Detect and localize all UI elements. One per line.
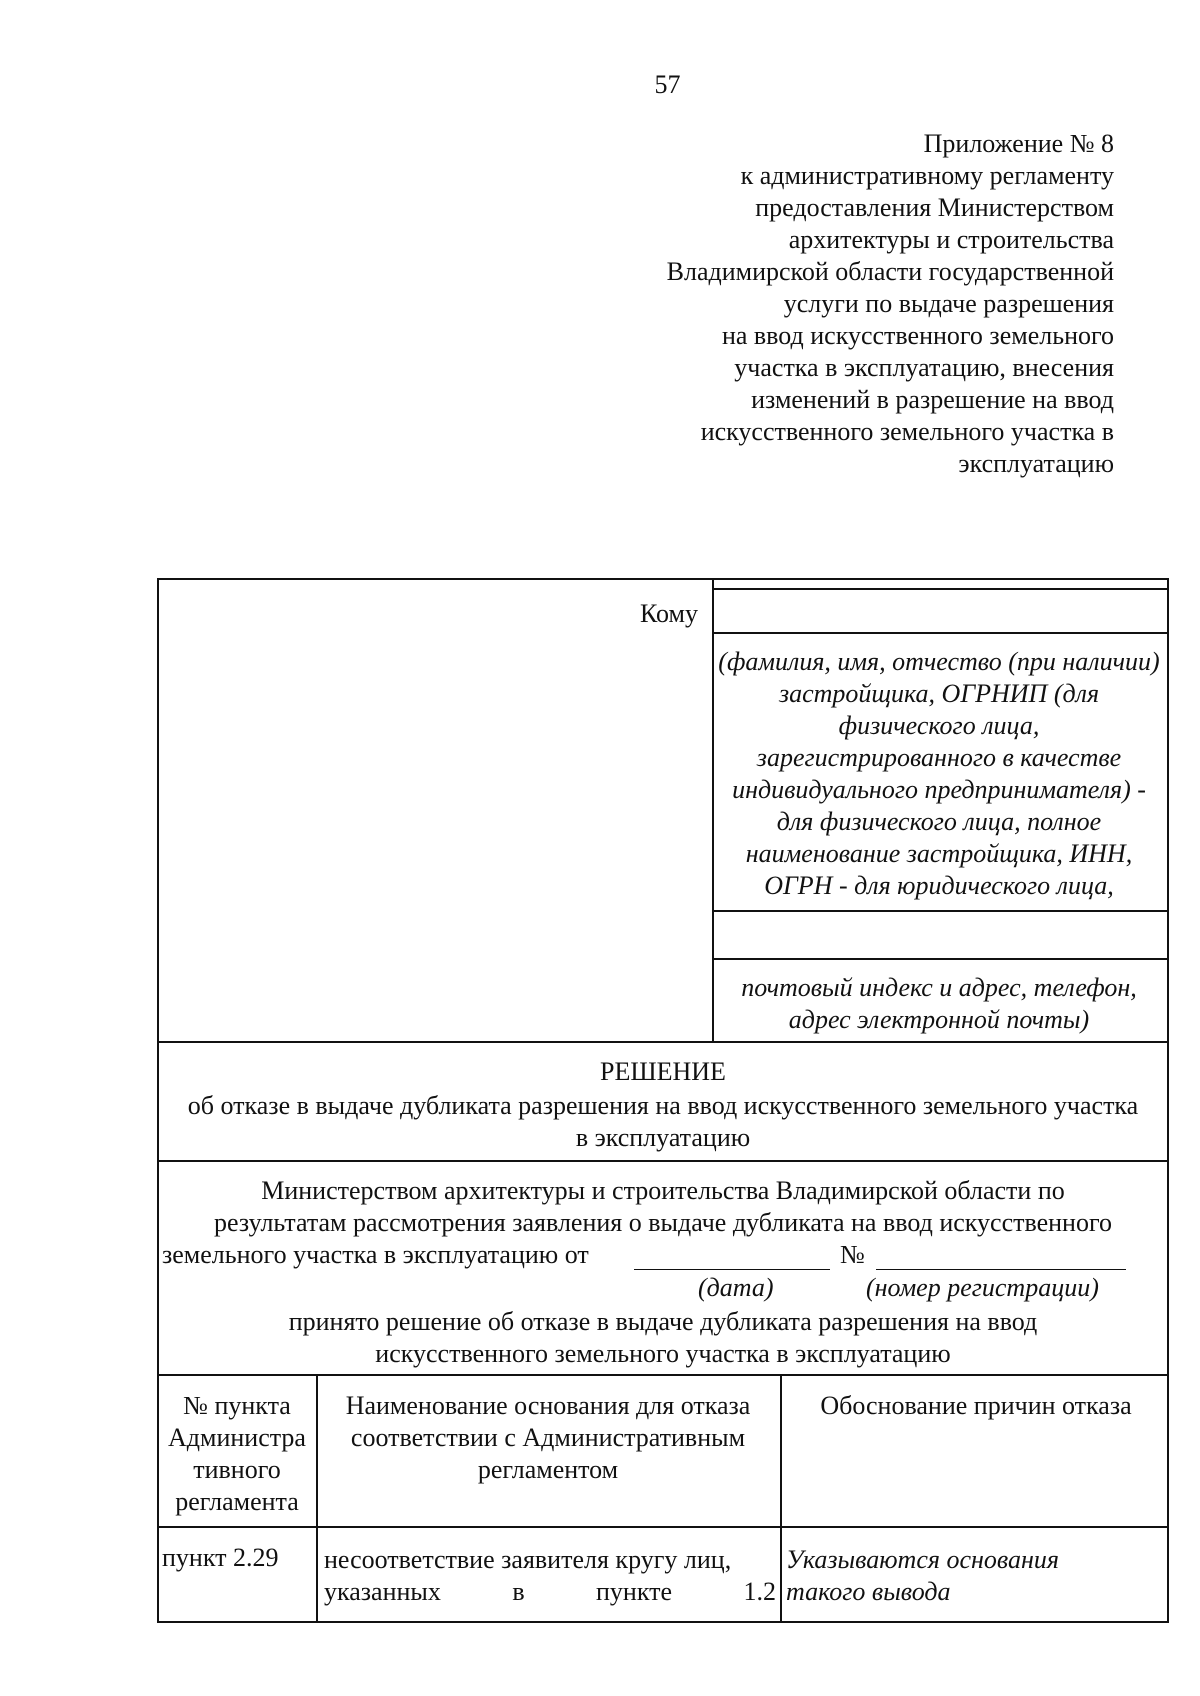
table-cell-point: пункт 2.29 xyxy=(162,1543,279,1572)
table-col-divider-2 xyxy=(780,1374,782,1623)
appendix-header xyxy=(554,128,1114,480)
decision-subtitle: об отказе в выдаче дубликата разрешения на ввод искусственного земельного участка в эксплуатацию xyxy=(187,1091,1139,1152)
appendix-line: к административному регламенту xyxy=(740,161,1114,190)
reason-word: в xyxy=(512,1577,525,1606)
body-line-2: результатам рассмотрения заявления о выдаче дубликата на ввод искусственного xyxy=(214,1208,1112,1237)
appendix-line: Владимирской области государственной xyxy=(666,257,1114,286)
reason-word: 1.2 xyxy=(743,1577,776,1606)
appendix-line: на ввод искусственного земельного xyxy=(721,321,1114,350)
reason-word: пункте xyxy=(596,1577,673,1606)
recipient-label: Кому xyxy=(640,599,699,628)
appendix-line: эксплуатацию xyxy=(958,449,1114,478)
appendix-line: архитектуры и строительства xyxy=(788,225,1114,254)
table-header-reason: Наименование основания для отказа соответствии с Административным регламентом xyxy=(345,1391,751,1484)
date-hint: (дата) xyxy=(698,1273,774,1302)
table-top-line xyxy=(157,1374,1169,1376)
recipient-address-hint: почтовый индекс и адрес, телефон, адрес электронной почты) xyxy=(741,973,1137,1034)
recipient-address-field[interactable] xyxy=(712,958,1169,960)
appendix-line: предоставления Министерством xyxy=(755,193,1114,222)
number-sign: № xyxy=(840,1240,865,1269)
decision-title: РЕШЕНИЕ xyxy=(600,1057,726,1086)
recipient-top-line xyxy=(712,588,1169,590)
table-header-bottom-line xyxy=(157,1526,1169,1528)
decision-top-line xyxy=(157,1041,1169,1043)
registration-number-hint: (номер регистрации) xyxy=(866,1273,1099,1302)
table-col-divider-1 xyxy=(316,1374,318,1623)
decision-bottom-line xyxy=(157,1160,1169,1162)
appendix-line: участка в эксплуатацию, внесения xyxy=(734,353,1114,382)
recipient-name-bottom-line xyxy=(712,910,1169,912)
recipient-name-field[interactable] xyxy=(712,632,1169,634)
table-cell-reason-line-2 xyxy=(324,1576,776,1608)
body-line-3: земельного участка в эксплуатацию от xyxy=(162,1240,589,1269)
body-line-1: Министерством архитектуры и строительства Владимирской области по xyxy=(261,1176,1065,1205)
date-field[interactable] xyxy=(634,1269,830,1270)
reason-word: указанных xyxy=(324,1577,441,1606)
appendix-line: Приложение № 8 xyxy=(923,129,1114,158)
registration-number-field[interactable] xyxy=(876,1269,1126,1270)
recipient-name-hint: (фамилия, имя, отчество (при наличии) застройщика, ОГРНИП (для физического лица, зарегистрированного в качестве индивидуального предпринимателя) - для физического лица, полное наименование застройщика, ИНН, ОГРН - для юридического лица, xyxy=(718,647,1160,900)
table-cell-reason-line-1: несоответствие заявителя кругу лиц, xyxy=(324,1545,732,1574)
appendix-line: искусственного земельного участка в xyxy=(700,417,1114,446)
page-number: 57 xyxy=(654,70,681,99)
body-conclusion: принято решение об отказе в выдаче дубликата разрешения на ввод искусственного земельного участка в эксплуатацию xyxy=(288,1307,1038,1368)
appendix-line: услуги по выдаче разрешения xyxy=(783,289,1114,318)
recipient-divider xyxy=(712,578,714,1041)
table-header-justification: Обоснование причин отказа xyxy=(820,1391,1132,1420)
table-cell-justification: Указываются основания такого вывода xyxy=(786,1545,1059,1606)
table-header-point: № пункта Администра тивного регламента xyxy=(168,1391,306,1516)
appendix-line: изменений в разрешение на ввод xyxy=(751,385,1114,414)
